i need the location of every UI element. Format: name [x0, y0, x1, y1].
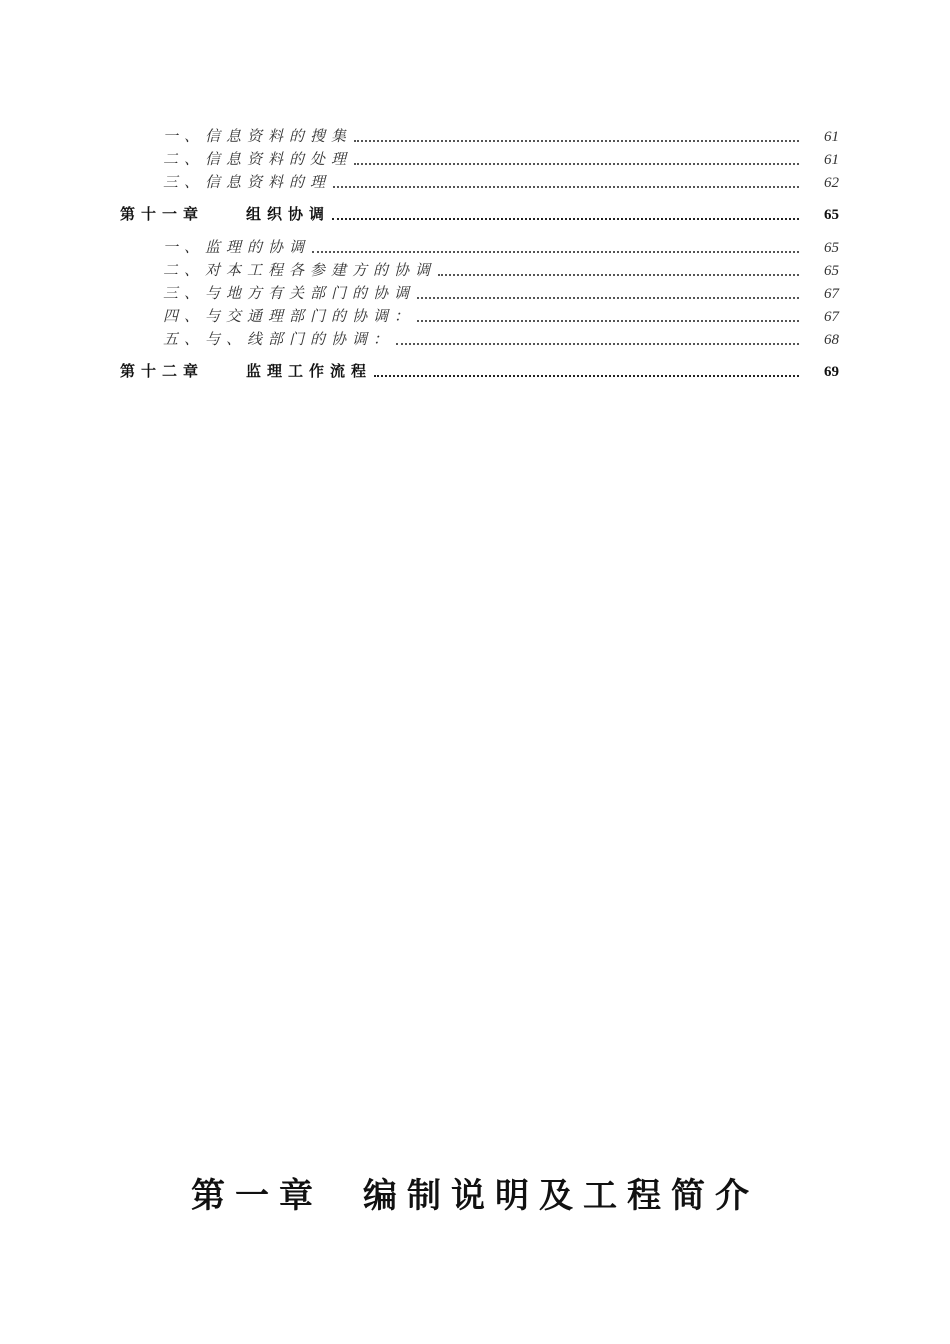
- toc-chapter-number: 第十一章: [120, 205, 205, 223]
- chapter-heading-title: 编制说明及工程简介: [363, 1176, 759, 1216]
- toc-leader-dots: [396, 343, 799, 345]
- toc-chapter-title: 组织协调: [246, 205, 331, 223]
- toc-leader-dots: [438, 274, 799, 276]
- toc-entry-title: 三、与地方有关部门的协调: [163, 284, 416, 302]
- toc-chapter-number: 第十二章: [120, 362, 205, 380]
- toc-page-number: 62: [824, 175, 839, 191]
- chapter-heading-number: 第一章: [191, 1176, 323, 1216]
- toc-leader-dots: [417, 297, 799, 299]
- chapter-heading: [0, 1168, 950, 1217]
- toc-entry[interactable]: [0, 306, 950, 326]
- toc-page-number: 69: [824, 364, 839, 380]
- toc-leader-dots: [332, 218, 799, 220]
- toc-page-number: 65: [824, 207, 839, 223]
- toc-page-number: 68: [824, 332, 839, 348]
- toc-entry[interactable]: [0, 283, 950, 303]
- toc-page-number: 65: [824, 240, 839, 256]
- toc-leader-dots: [354, 140, 799, 142]
- toc-entry-title: 三、信息资料的理: [163, 173, 332, 191]
- toc-page-number: 61: [824, 152, 839, 168]
- toc-chapter-entry[interactable]: [0, 204, 950, 224]
- toc-page-number: 67: [824, 286, 839, 302]
- toc-leader-dots: [417, 320, 799, 322]
- toc-page-number: 67: [824, 309, 839, 325]
- toc-chapter-title: 监理工作流程: [246, 362, 373, 380]
- toc-leader-dots: [333, 186, 799, 188]
- toc-entry[interactable]: [0, 237, 950, 257]
- toc-page-number: 65: [824, 263, 839, 279]
- toc-page-number: 61: [824, 129, 839, 145]
- toc-entry[interactable]: [0, 172, 950, 192]
- toc-leader-dots: [374, 375, 799, 377]
- toc-chapter-label: [120, 203, 330, 224]
- toc-leader-dots: [312, 251, 799, 253]
- toc-entry[interactable]: [0, 126, 950, 146]
- toc-entry-title: 一、监理的协调: [163, 238, 311, 256]
- toc-entry[interactable]: [0, 329, 950, 349]
- toc-chapter-entry[interactable]: [0, 361, 950, 381]
- toc-chapter-label: [120, 360, 372, 381]
- toc-entry-title: 二、对本工程各参建方的协调: [163, 261, 437, 279]
- toc-leader-dots: [354, 163, 799, 165]
- toc-entry[interactable]: [0, 260, 950, 280]
- toc-entry-title: 五、与、线部门的协调：: [163, 330, 395, 348]
- toc-entry-title: 四、与交通理部门的协调：: [163, 307, 416, 325]
- toc-entry[interactable]: [0, 149, 950, 169]
- toc-entry-title: 二、信息资料的处理: [163, 150, 353, 168]
- toc-entry-title: 一、信息资料的搜集: [163, 127, 353, 145]
